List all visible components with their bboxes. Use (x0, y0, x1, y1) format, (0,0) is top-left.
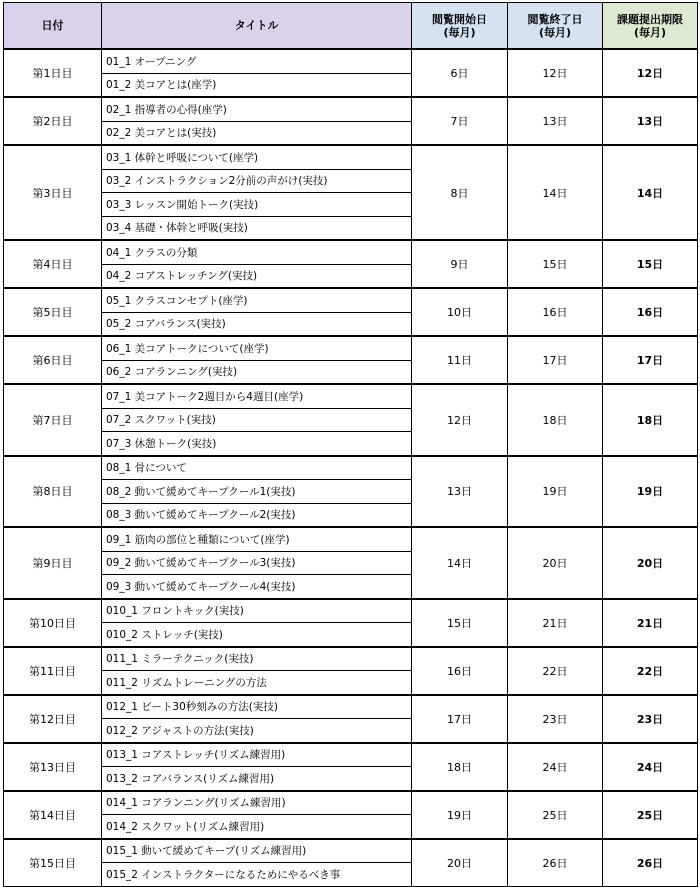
header-title-label: タイトル (234, 19, 279, 32)
table-row (4, 839, 698, 863)
schedule-body (4, 49, 698, 886)
deadline-cell: 15日 (603, 240, 698, 288)
header-deadline-note: (毎月) (633, 25, 667, 39)
table-row (4, 384, 698, 408)
view-end-cell: 24日 (508, 743, 603, 791)
day-cell: 第1日目 (4, 49, 102, 97)
view-start-cell: 20日 (412, 839, 508, 887)
view-start-cell: 15日 (412, 599, 508, 647)
view-end-cell: 14日 (508, 145, 603, 240)
table-row (4, 145, 698, 169)
header-title (102, 3, 412, 50)
table-row (4, 647, 698, 671)
lesson-title-cell: 02_1 指導者の心得(座学) (102, 97, 412, 121)
lesson-title-cell: 012_1 ビート30秒刻みの方法(実技) (102, 695, 412, 719)
view-start-cell: 16日 (412, 647, 508, 695)
day-cell: 第13日目 (4, 743, 102, 791)
lesson-title-cell: 04_2 コアストレッチング(実技) (102, 264, 412, 288)
table-row (4, 695, 698, 719)
lesson-title-cell: 014_2 スクワット(リズム練習用) (102, 815, 412, 839)
view-end-cell: 18日 (508, 384, 603, 456)
header-view-start-label: 閲覧開始日 (432, 12, 487, 26)
deadline-cell: 22日 (603, 647, 698, 695)
lesson-title-cell: 03_4 基礎・体幹と呼吸(実技) (102, 216, 412, 240)
header-view-end-label: 閲覧終了日 (527, 12, 583, 26)
lesson-title-cell: 010_2 ストレッチ(実技) (102, 623, 412, 647)
view-end-cell: 16日 (508, 288, 603, 336)
view-end-cell: 20日 (508, 527, 603, 599)
deadline-cell: 17日 (603, 336, 698, 384)
lesson-title-cell: 04_1 クラスの分類 (102, 240, 412, 264)
lesson-title-cell: 03_1 体幹と呼吸について(座学) (102, 145, 412, 169)
lesson-title-cell: 011_1 ミラーテクニック(実技) (102, 647, 412, 671)
view-end-cell: 21日 (508, 599, 603, 647)
day-cell: 第4日目 (4, 240, 102, 288)
lesson-title-cell: 05_2 コアバランス(実技) (102, 312, 412, 336)
lesson-title-cell: 08_1 骨について (102, 456, 412, 480)
lesson-title-cell: 010_1 フロントキック(実技) (102, 599, 412, 623)
deadline-cell: 19日 (603, 456, 698, 528)
lesson-title-cell: 01_2 美コアとは(座学) (102, 73, 412, 97)
view-start-cell: 8日 (412, 145, 508, 240)
lesson-title-cell: 01_1 オープニング (102, 49, 412, 73)
day-cell: 第11日目 (4, 647, 102, 695)
table-row (4, 791, 698, 815)
lesson-title-cell: 08_2 動いて緩めてキープクール1(実技) (102, 480, 412, 504)
table-row (4, 599, 698, 623)
view-end-cell: 22日 (508, 647, 603, 695)
header-row (4, 3, 698, 50)
deadline-cell: 24日 (603, 743, 698, 791)
day-cell: 第8日目 (4, 456, 102, 528)
day-cell: 第5日目 (4, 288, 102, 336)
table-row (4, 336, 698, 360)
lesson-title-cell: 013_1 コアストレッチ(リズム練習用) (102, 743, 412, 767)
header-date-label: 日付 (41, 19, 64, 32)
day-cell: 第15日目 (4, 839, 102, 887)
lesson-title-cell: 015_1 動いて緩めてキープ(リズム練習用) (102, 839, 412, 863)
lesson-title-cell: 05_1 クラスコンセプト(座学) (102, 288, 412, 312)
header-view-start-note: (毎月) (443, 25, 476, 39)
day-cell: 第10日目 (4, 599, 102, 647)
view-end-cell: 23日 (508, 695, 603, 743)
table-row (4, 456, 698, 480)
deadline-cell: 21日 (603, 599, 698, 647)
deadline-cell: 26日 (603, 839, 698, 887)
header-deadline (603, 3, 698, 50)
table-row (4, 240, 698, 264)
deadline-cell: 18日 (603, 384, 698, 456)
view-start-cell: 19日 (412, 791, 508, 839)
lesson-title-cell: 07_3 休憩トーク(実技) (102, 432, 412, 456)
lesson-title-cell: 013_2 コアバランス(リズム練習用) (102, 767, 412, 791)
day-cell: 第9日目 (4, 527, 102, 599)
day-cell: 第6日目 (4, 336, 102, 384)
view-end-cell: 17日 (508, 336, 603, 384)
view-start-cell: 12日 (412, 384, 508, 456)
view-start-cell: 6日 (412, 49, 508, 97)
deadline-cell: 23日 (603, 695, 698, 743)
lesson-title-cell: 09_1 筋肉の部位と種類について(座学) (102, 527, 412, 551)
view-start-cell: 9日 (412, 240, 508, 288)
view-end-cell: 25日 (508, 791, 603, 839)
header-deadline-label: 課題提出期限 (617, 12, 683, 26)
schedule-table (3, 2, 698, 887)
view-start-cell: 7日 (412, 97, 508, 145)
header-view-end (508, 3, 603, 50)
lesson-title-cell: 03_3 レッスン開始トーク(実技) (102, 193, 412, 217)
lesson-title-cell: 02_2 美コアとは(実技) (102, 121, 412, 145)
lesson-title-cell: 011_2 リズムトレーニングの方法 (102, 671, 412, 695)
deadline-cell: 25日 (603, 791, 698, 839)
day-cell: 第7日目 (4, 384, 102, 456)
lesson-title-cell: 07_2 スクワット(実技) (102, 408, 412, 432)
day-cell: 第14日目 (4, 791, 102, 839)
deadline-cell: 16日 (603, 288, 698, 336)
lesson-title-cell: 07_1 美コアトーク2週目から4週目(座学) (102, 384, 412, 408)
view-start-cell: 10日 (412, 288, 508, 336)
day-cell: 第12日目 (4, 695, 102, 743)
view-end-cell: 12日 (508, 49, 603, 97)
table-row (4, 97, 698, 121)
table-row (4, 743, 698, 767)
table-row (4, 288, 698, 312)
view-end-cell: 26日 (508, 839, 603, 887)
day-cell: 第2日目 (4, 97, 102, 145)
lesson-title-cell: 09_3 動いて緩めてキープクール4(実技) (102, 575, 412, 599)
deadline-cell: 20日 (603, 527, 698, 599)
lesson-title-cell: 06_1 美コアトークについて(座学) (102, 336, 412, 360)
table-row (4, 527, 698, 551)
view-start-cell: 14日 (412, 527, 508, 599)
header-view-start (412, 3, 508, 50)
header-view-end-note: (毎月) (538, 25, 572, 39)
lesson-title-cell: 014_1 コアランニング(リズム練習用) (102, 791, 412, 815)
deadline-cell: 13日 (603, 97, 698, 145)
lesson-title-cell: 09_2 動いて緩めてキープクール3(実技) (102, 551, 412, 575)
header-date (4, 3, 102, 50)
view-end-cell: 13日 (508, 97, 603, 145)
view-end-cell: 15日 (508, 240, 603, 288)
view-start-cell: 13日 (412, 456, 508, 528)
view-start-cell: 18日 (412, 743, 508, 791)
view-start-cell: 17日 (412, 695, 508, 743)
view-start-cell: 11日 (412, 336, 508, 384)
lesson-title-cell: 012_2 アジャストの方法(実技) (102, 719, 412, 743)
deadline-cell: 12日 (603, 49, 698, 97)
deadline-cell: 14日 (603, 145, 698, 240)
day-cell: 第3日目 (4, 145, 102, 240)
lesson-title-cell: 03_2 インストラクション2分前の声がけ(実技) (102, 169, 412, 193)
table-row (4, 49, 698, 73)
lesson-title-cell: 015_2 インストラクターになるためにやるべき事 (102, 863, 412, 887)
lesson-title-cell: 06_2 コアランニング(実技) (102, 360, 412, 384)
view-end-cell: 19日 (508, 456, 603, 528)
lesson-title-cell: 08_3 動いて緩めてキープクール2(実技) (102, 503, 412, 527)
